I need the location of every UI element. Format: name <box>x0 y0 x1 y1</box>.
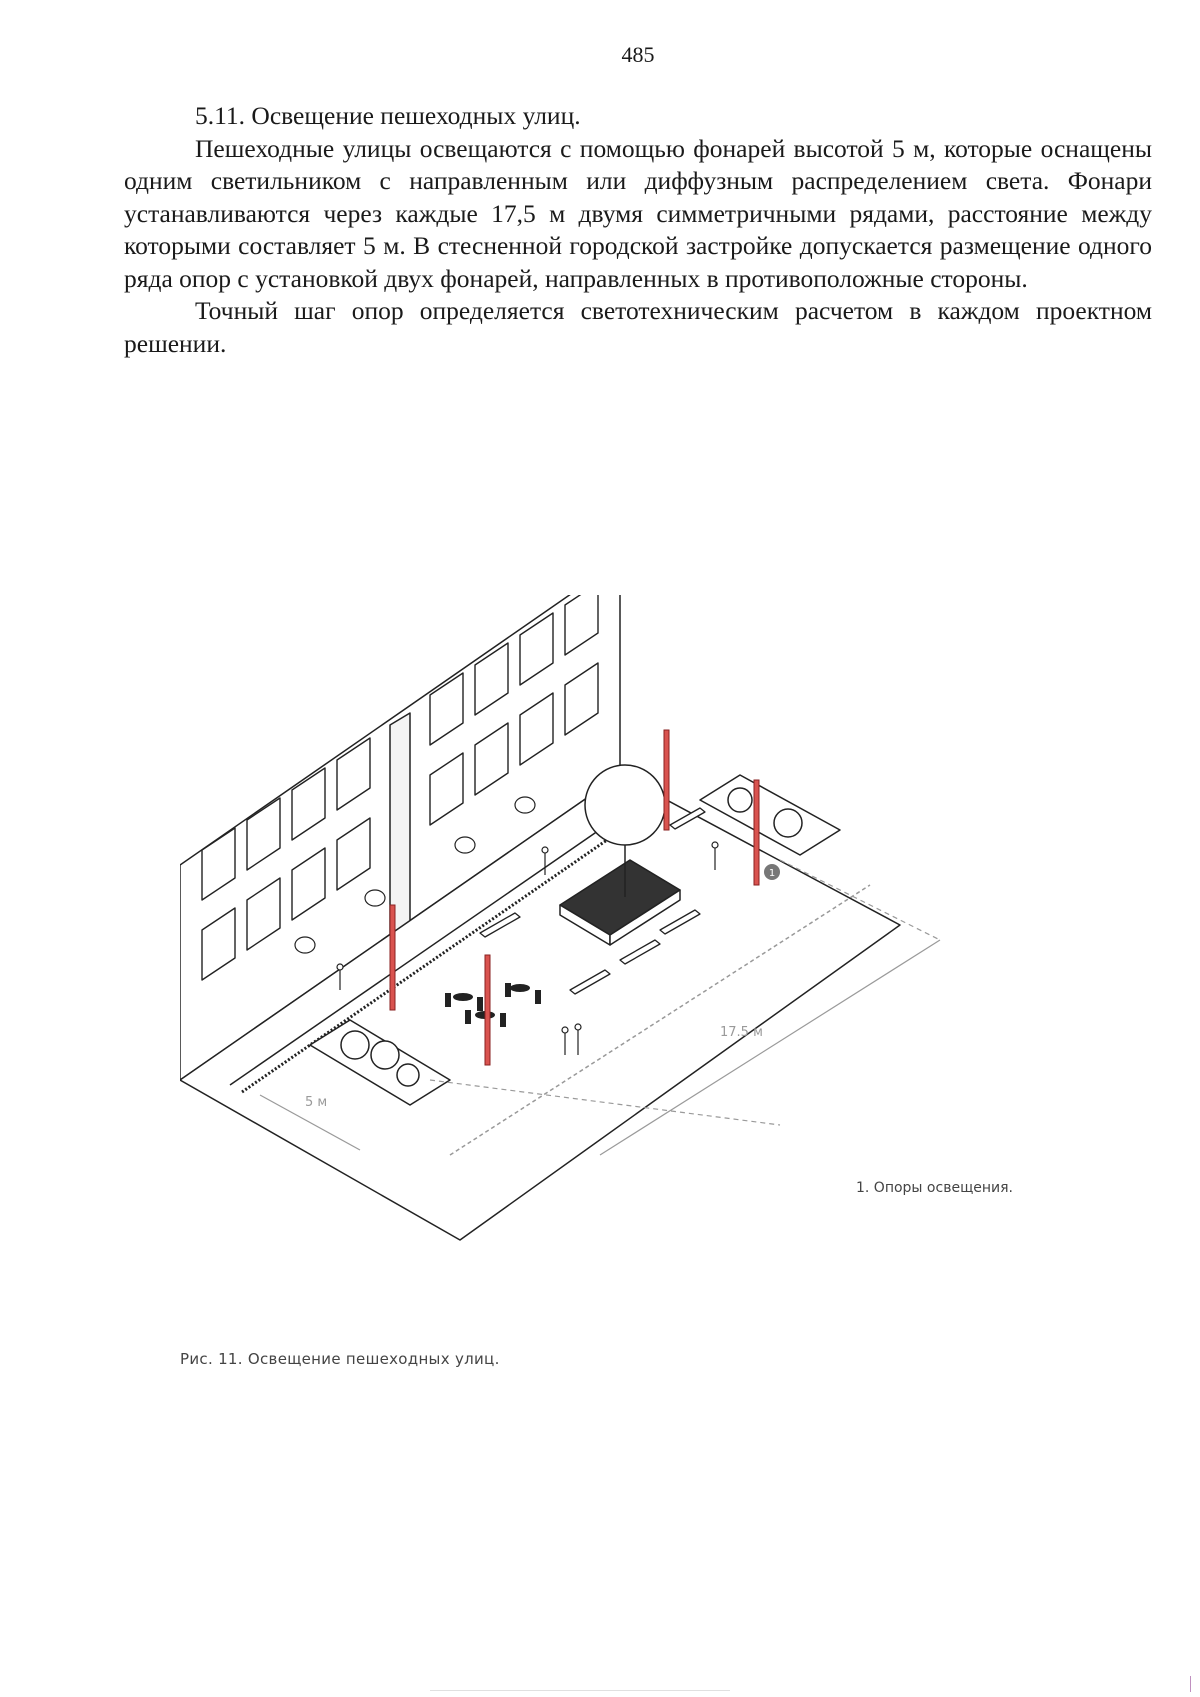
light-pole <box>390 905 395 1010</box>
dimension-label-step: 17.5 м <box>720 1025 763 1040</box>
legend-item: 1. Опоры освещения. <box>856 1180 1013 1196</box>
figure-caption: Рис. 11. Освещение пешеходных улиц. <box>180 1350 500 1368</box>
section-heading: 5.11. Освещение пешеходных улиц. <box>195 101 581 130</box>
footer-line <box>430 1690 730 1691</box>
street-lighting-illustration <box>180 595 1040 1275</box>
page-number: 485 <box>621 42 655 67</box>
light-pole <box>754 780 759 885</box>
paragraph: Точный шаг опор определяется светотехническим расчетом в каждом проектном решении. <box>124 296 1152 358</box>
body-text <box>124 100 1152 360</box>
tree-crown <box>585 765 665 845</box>
light-pole <box>485 955 490 1065</box>
isometric-street-drawing <box>180 595 1040 1275</box>
corner-mark <box>1190 1676 1191 1692</box>
pole-marker-label: 1 <box>768 868 776 879</box>
light-pole <box>664 730 669 830</box>
dimension-label-width: 5 м <box>305 1095 328 1110</box>
paragraph: Пешеходные улицы освещаются с помощью фонарей высотой 5 м, которые оснащены одним светильником с направленным или диффузным распределением света. Фонари устанавливаются через каждые 17,5 м двумя симметричными рядами, расстояние между которыми составляет 5 м. В стесненной городской застройке допускается размещение одного ряда опор с установкой двух фонарей, направленных в противоположные стороны. <box>124 133 1152 293</box>
